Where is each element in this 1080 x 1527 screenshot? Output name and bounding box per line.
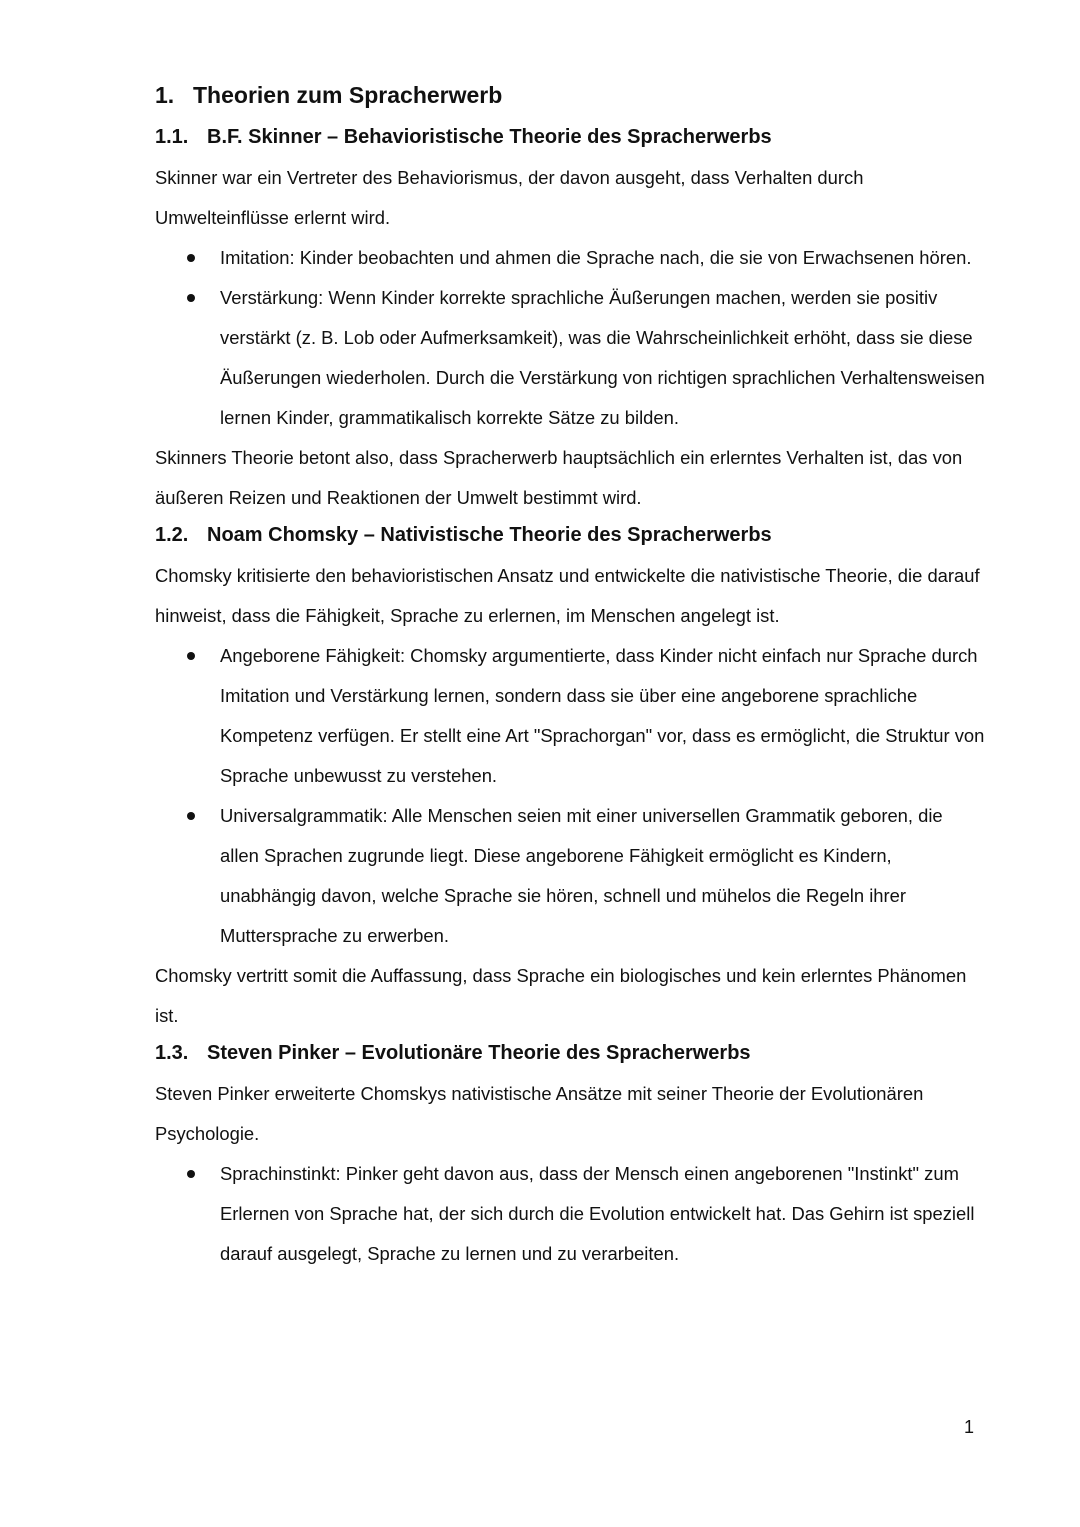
section-heading [155, 120, 985, 154]
bullet-icon [187, 1170, 195, 1178]
chapter-heading [155, 78, 985, 112]
section-title: B.F. Skinner – Behavioristische Theorie des Spracherwerbs [207, 126, 772, 148]
list-item-text: Imitation: Kinder beobachten und ahmen die Sprache nach, die sie von Erwachsenen hören. [220, 247, 972, 268]
list-item [155, 238, 985, 278]
section-number: 1.1. [155, 126, 189, 148]
list-item [155, 636, 985, 796]
section-number: 1.2. [155, 524, 189, 546]
chapter-number: 1. [155, 82, 175, 108]
list-item-text: Angeborene Fähigkeit: Chomsky argumentierte, dass Kinder nicht einfach nur Sprache durch Imitation und Verstärkung lernen, sondern dass sie über eine angeborene sprachliche Kompetenz verfügen. Er stellt eine Art "Sprachorgan" vor, dass es ermöglicht, die Struktur von Sprache unbewusst zu verstehen. [220, 645, 985, 786]
bullet-list [155, 238, 985, 438]
list-item-text: Sprachinstinkt: Pinker geht davon aus, dass der Mensch einen angeborenen "Instinkt" zum Erlernen von Sprache hat, der sich durch die Evolution entwickelt hat. Das Gehirn ist speziell darauf ausgelegt, Sprache zu lernen und zu verarbeiten. [220, 1163, 975, 1264]
list-item [155, 796, 985, 956]
bullet-icon [187, 294, 195, 302]
bullet-icon [187, 812, 195, 820]
bullet-list [155, 636, 985, 956]
section-chomsky [155, 518, 985, 1036]
section-number: 1.3. [155, 1042, 189, 1064]
section-pinker [155, 1036, 985, 1274]
section-skinner [155, 120, 985, 518]
list-item [155, 1154, 985, 1274]
chapter-title: Theorien zum Spracherwerb [193, 82, 503, 108]
section-intro: Chomsky kritisierte den behavioristischen Ansatz und entwickelte die nativistische Theorie, die darauf hinweist, dass die Fähigkeit, Sprache zu erlernen, im Menschen angelegt ist. [155, 565, 980, 626]
document-page [155, 78, 985, 1274]
list-item-text: Verstärkung: Wenn Kinder korrekte sprachliche Äußerungen machen, werden sie positiv verstärkt (z. B. Lob oder Aufmerksamkeit), was die Wahrscheinlichkeit erhöht, dass sie diese Äußerungen wiederholen. Durch die Verstärkung von richtigen sprachlichen Verhaltensweisen lernen Kinder, grammatikalisch korrekte Sätze zu bilden. [220, 287, 985, 428]
section-title: Noam Chomsky – Nativistische Theorie des Spracherwerbs [207, 524, 772, 546]
section-conclusion: Chomsky vertritt somit die Auffassung, dass Sprache ein biologisches und kein erlerntes Phänomen ist. [155, 965, 967, 1026]
bullet-list [155, 1154, 985, 1274]
section-intro: Skinner war ein Vertreter des Behaviorismus, der davon ausgeht, dass Verhalten durch Umwelteinflüsse erlernt wird. [155, 167, 864, 228]
section-title: Steven Pinker – Evolutionäre Theorie des Spracherwerbs [207, 1042, 751, 1064]
bullet-icon [187, 254, 195, 262]
bullet-icon [187, 652, 195, 660]
list-item [155, 278, 985, 438]
section-intro: Steven Pinker erweiterte Chomskys nativistische Ansätze mit seiner Theorie der Evolutionären Psychologie. [155, 1083, 924, 1144]
page-number: 1 [964, 1417, 975, 1437]
section-conclusion: Skinners Theorie betont also, dass Spracherwerb hauptsächlich ein erlerntes Verhalten ist, das von äußeren Reizen und Reaktionen der Umwelt bestimmt wird. [155, 447, 963, 508]
section-heading [155, 1036, 985, 1070]
section-heading [155, 518, 985, 552]
list-item-text: Universalgrammatik: Alle Menschen seien mit einer universellen Grammatik geboren, die allen Sprachen zugrunde liegt. Diese angeborene Fähigkeit ermöglicht es Kindern, unabhängig davon, welche Sprache sie hören, schnell und mühelos die Regeln ihrer Muttersprache zu erwerben. [220, 805, 943, 946]
